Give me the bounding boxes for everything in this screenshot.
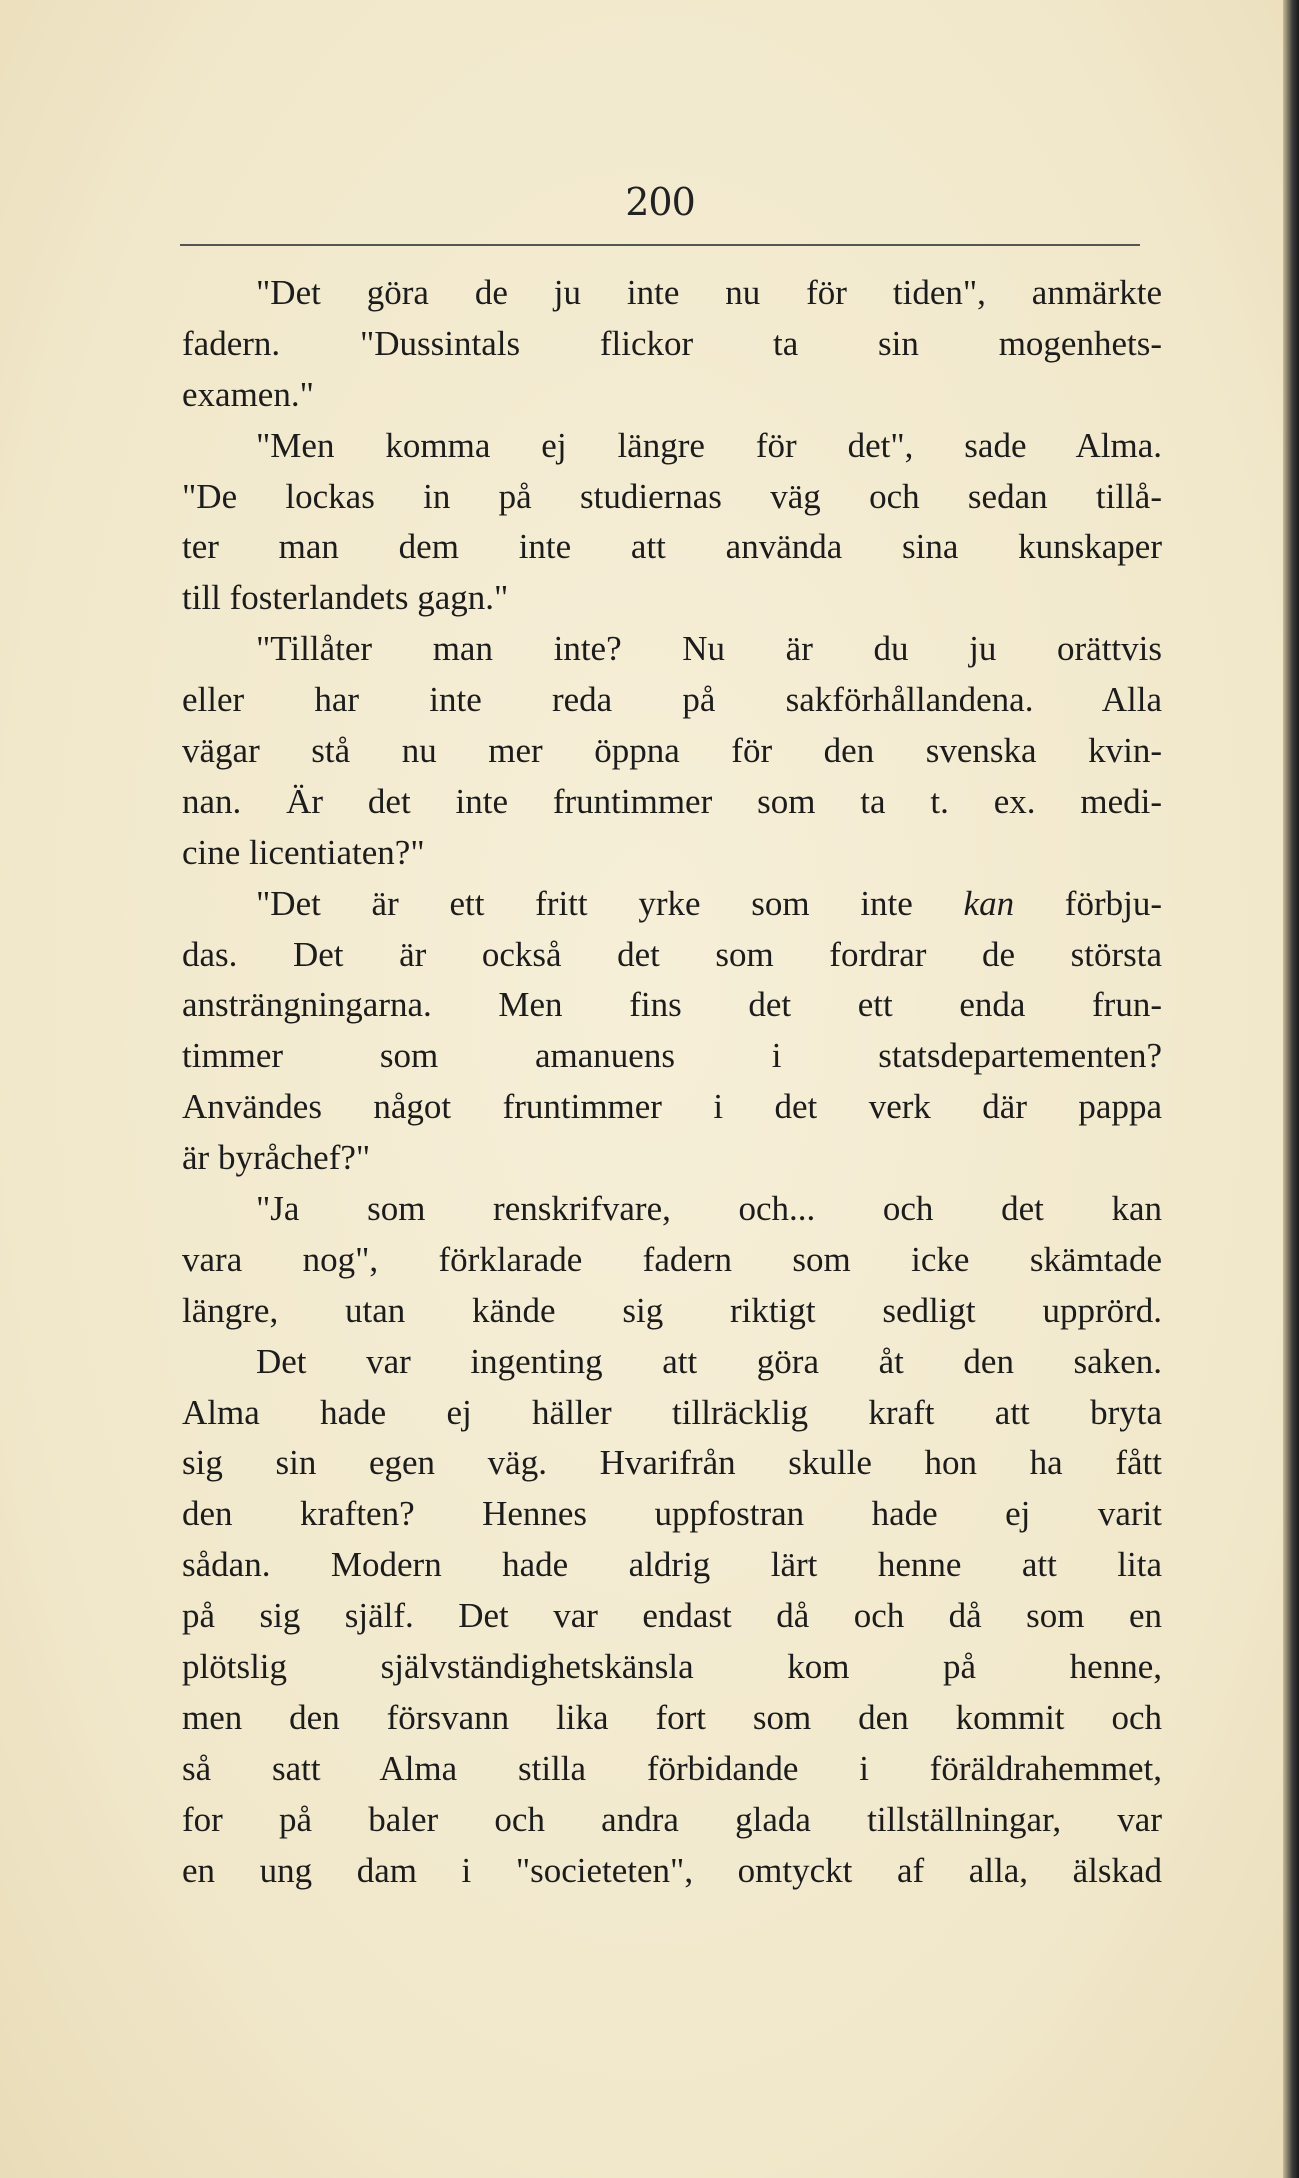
text-line: vägar stå nu mer öppna för den svenska kvin- [182, 731, 1162, 771]
text-line: Alma hade ej häller tillräcklig kraft att bryta [182, 1392, 1162, 1432]
text-line: Det var ingenting att göra åt den saken. [256, 1341, 1162, 1381]
text-line: är byråchef?" [182, 1138, 371, 1178]
text-line: sådan. Modern hade aldrig lärt henne att lita [182, 1545, 1162, 1585]
text-line: "Ja som renskrifvare, och... och det kan [256, 1189, 1162, 1229]
text-line: cine licentiaten?" [182, 832, 425, 872]
text-line: "Men komma ej längre för det", sade Alma. [256, 425, 1162, 465]
text-line: så satt Alma stilla förbidande i föräldrahemmet, [182, 1748, 1162, 1788]
text-line: ansträngningarna. Men fins det ett enda frun- [182, 985, 1162, 1025]
emphasized-word: kan [963, 883, 1015, 923]
text-segment: förbju- [1014, 883, 1162, 923]
text-segment: "Det är ett fritt yrke som inte [256, 883, 964, 923]
text-line: "Det göra de ju inte nu för tiden", anmärkte [256, 273, 1162, 312]
text-line: på sig själf. Det var endast då och då som en [182, 1596, 1162, 1636]
text-line: examen." [182, 374, 314, 414]
text-line [182, 879, 1162, 930]
text-line: "De lockas in på studiernas väg och sedan tillå- [182, 476, 1162, 516]
text-line: eller har inte reda på sakförhållandena. Alla [182, 680, 1162, 720]
text-line: plötslig självständighetskänsla kom på henne, [182, 1647, 1162, 1687]
page-edge-shadow [1283, 0, 1299, 2178]
text-line: en ung dam i "societeten", omtyckt af alla, älskad [182, 1850, 1162, 1890]
text-line: timmer som amanuens i statsdepartementen? [182, 1036, 1162, 1076]
text-line: vara nog", förklarade fadern som icke skämtade [182, 1239, 1162, 1279]
text-line: den kraften? Hennes uppfostran hade ej varit [182, 1494, 1162, 1534]
text-line: "Tillåter man inte? Nu är du ju orättvis [256, 629, 1162, 669]
text-line: for på baler och andra glada tillställningar, var [182, 1799, 1162, 1839]
text-line: ter man dem inte att använda sina kunskaper [182, 527, 1162, 567]
text-line: Användes något fruntimmer i det verk där pappa [182, 1087, 1162, 1127]
text-line: men den försvann lika fort som den kommit och [182, 1697, 1162, 1737]
body-text [182, 268, 1162, 1897]
text-line: das. Det är också det som fordrar de största [182, 934, 1162, 974]
text-line: fadern. "Dussintals flickor ta sin mogenhets- [182, 323, 1162, 363]
page-number: 200 [625, 180, 695, 224]
text-line: längre, utan kände sig riktigt sedligt upprörd. [182, 1290, 1162, 1330]
header-rule [180, 244, 1140, 246]
text-line: till fosterlandets gagn." [182, 578, 509, 618]
text-line: sig sin egen väg. Hvarifrån skulle hon ha fått [182, 1443, 1162, 1483]
text-line: nan. Är det inte fruntimmer som ta t. ex. medi- [182, 781, 1162, 821]
